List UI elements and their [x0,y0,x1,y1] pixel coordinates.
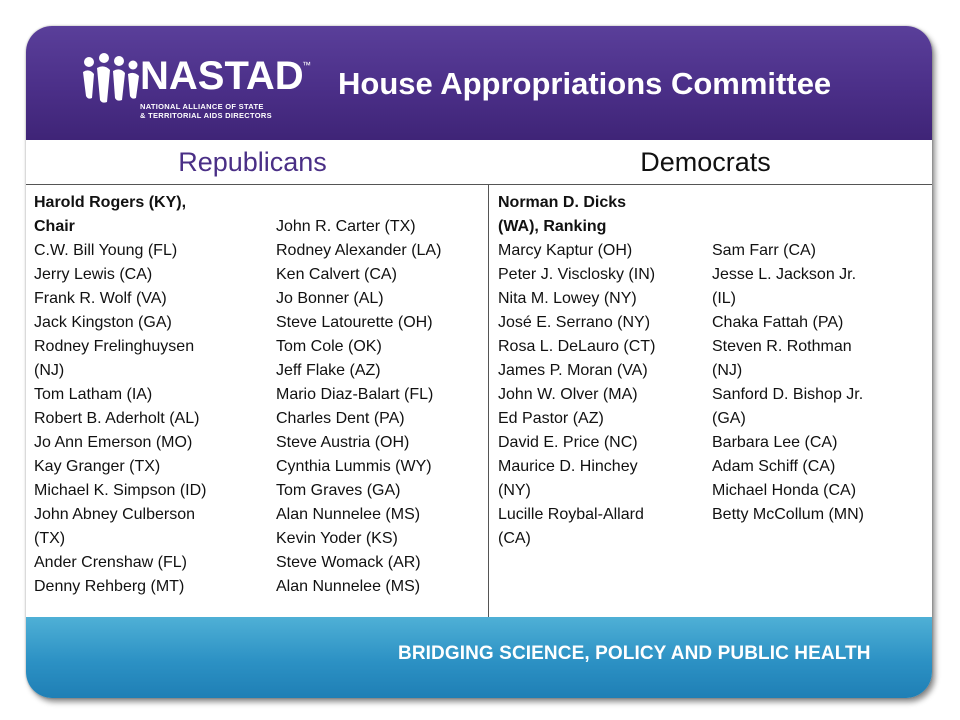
member-name: Ed Pastor (AZ) [498,410,604,427]
member-name: Michael Honda (CA) [712,482,857,499]
header-bar [26,26,932,140]
member-name: Robert B. Aderholt (AL) [34,410,200,427]
member-name: Charles Dent (PA) [276,410,405,427]
logo-trademark: ™ [302,60,311,70]
logo-wordmark: NASTAD [140,54,304,98]
member-name: Kevin Yoder (KS) [276,530,398,547]
member-name: (NJ) [34,362,65,379]
member-name: Tom Graves (GA) [276,482,401,499]
nastad-logo [80,48,311,120]
democrats-list-2 [712,239,864,527]
member-name: Marcy Kaptur (OH) [498,242,633,259]
member-name: Barbara Lee (CA) [712,434,838,451]
member-name: Jerry Lewis (CA) [34,266,153,283]
democrats-heading: Democrats [640,147,771,177]
member-name: Steven R. Rothman [712,338,852,355]
member-name: Chair [34,218,75,235]
member-name: John Abney Culberson [34,506,195,523]
member-name: Ander Crenshaw (FL) [34,554,187,571]
member-name: (NJ) [712,362,743,379]
member-name: Michael K. Simpson (ID) [34,482,207,499]
member-name: David E. Price (NC) [498,434,638,451]
member-name: Norman D. Dicks [498,194,627,211]
democrats-list-1 [498,191,655,551]
page-title: House Appropriations Committee [338,66,832,101]
member-name: James P. Moran (VA) [498,362,648,379]
member-name: José E. Serrano (NY) [498,314,651,331]
member-name: Maurice D. Hinchey [498,458,638,475]
member-name: Rosa L. DeLauro (CT) [498,338,656,355]
member-name: Rodney Frelinghuysen [34,338,195,355]
republicans-heading: Republicans [178,147,327,177]
member-name: Betty McCollum (MN) [712,506,865,523]
member-name: John W. Olver (MA) [498,386,638,403]
member-name: Rodney Alexander (LA) [276,242,442,259]
member-name: (GA) [712,410,746,427]
footer-bar [26,617,932,698]
member-name: Jo Ann Emerson (MO) [34,434,193,451]
people-figures-icon [80,52,142,114]
member-name: Frank R. Wolf (VA) [34,290,167,307]
republicans-list-1 [34,191,207,599]
member-name: (TX) [34,530,66,547]
logo-subtitle-line-1: NATIONAL ALLIANCE OF STATE [140,102,264,111]
member-name: Sanford D. Bishop Jr. [712,386,864,403]
member-name: Adam Schiff (CA) [712,458,836,475]
member-name: Jesse L. Jackson Jr. [712,266,857,283]
member-name: (WA), Ranking [498,218,607,235]
member-name: (CA) [498,530,531,547]
member-name: Mario Diaz-Balart (FL) [276,386,434,403]
column-divider [488,185,489,617]
member-name: Denny Rehberg (MT) [34,578,185,595]
member-name: Steve Womack (AR) [276,554,421,571]
slide [26,26,932,698]
member-name: Nita M. Lowey (NY) [498,290,637,307]
footer-tagline: BRIDGING SCIENCE, POLICY AND PUBLIC HEALTH [398,643,871,664]
member-name: John R. Carter (TX) [276,218,416,235]
republicans-list-2 [276,215,441,599]
member-name: Tom Cole (OK) [276,338,382,355]
member-name: Chaka Fattah (PA) [712,314,844,331]
member-name: Lucille Roybal-Allard [498,506,644,523]
member-name: Cynthia Lummis (WY) [276,458,432,475]
member-name: C.W. Bill Young (FL) [34,242,178,259]
logo-subtitle-line-2: & TERRITORIAL AIDS DIRECTORS [140,111,272,120]
member-name: Jack Kingston (GA) [34,314,172,331]
member-name: Kay Granger (TX) [34,458,161,475]
member-name: Harold Rogers (KY), [34,194,187,211]
member-name: Tom Latham (IA) [34,386,153,403]
member-name: Jeff Flake (AZ) [276,362,381,379]
member-name: Ken Calvert (CA) [276,266,397,283]
member-name: (NY) [498,482,531,499]
member-name: Alan Nunnelee (MS) [276,578,421,595]
member-name: Steve Austria (OH) [276,434,410,451]
member-name: Alan Nunnelee (MS) [276,506,421,523]
member-name: Steve Latourette (OH) [276,314,433,331]
member-name: Peter J. Visclosky (IN) [498,266,656,283]
member-name: Sam Farr (CA) [712,242,816,259]
member-name: (IL) [712,290,736,307]
header-rule [26,184,932,185]
member-name: Jo Bonner (AL) [276,290,384,307]
